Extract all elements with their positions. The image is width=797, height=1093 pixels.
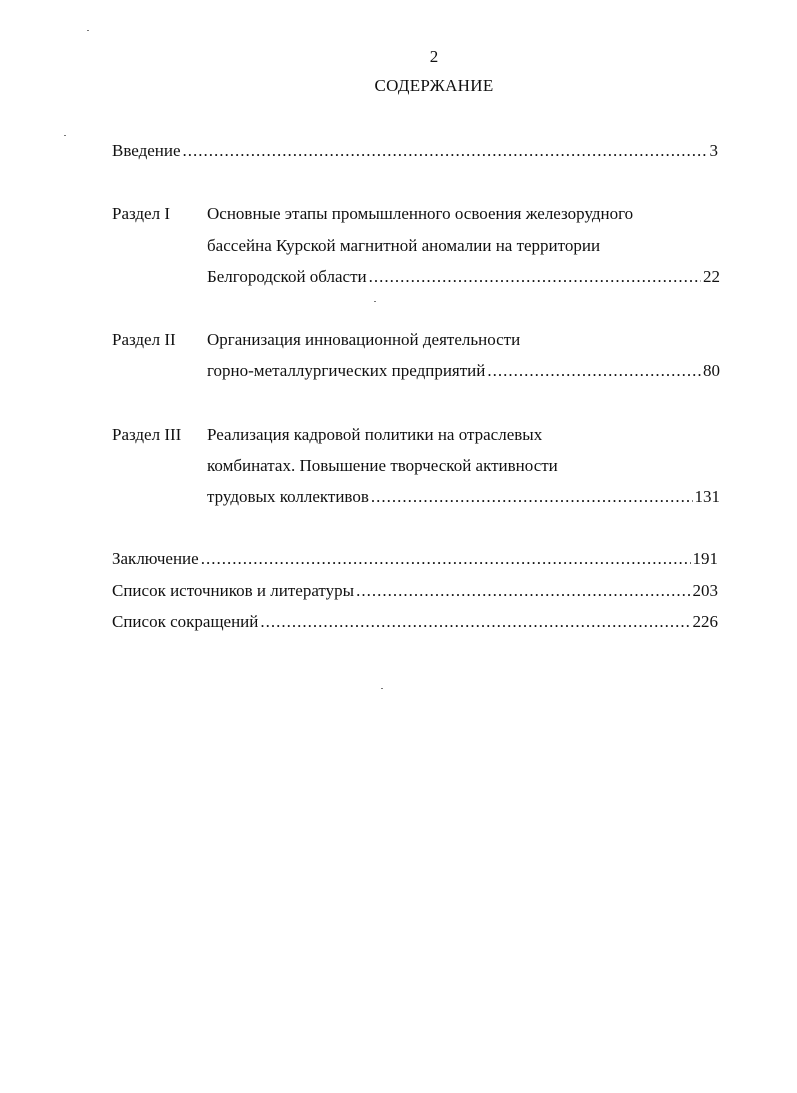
- dot-leader: [369, 267, 701, 287]
- section-title-line: Организация инновационной деятельности: [207, 330, 521, 349]
- section-label: Раздел III: [112, 425, 182, 444]
- scan-speck: [87, 30, 89, 31]
- section-label: Раздел I: [112, 204, 170, 223]
- toc-entry-label: Заключение: [112, 549, 199, 568]
- toc-entry-page: 191: [692, 549, 718, 568]
- toc-entry-label: Список сокращений: [112, 612, 259, 631]
- toc-entry-abbreviations[interactable]: [112, 612, 718, 636]
- page-number: 2: [429, 47, 439, 66]
- toc-entry-page: 203: [692, 581, 718, 600]
- dot-leader: [260, 612, 690, 632]
- toc-entry-conclusion[interactable]: [112, 549, 718, 573]
- section-label: Раздел II: [112, 330, 176, 349]
- section-title-line: Белгородской области: [207, 267, 367, 286]
- dot-leader: [356, 581, 690, 601]
- section-title-line: Реализация кадровой политики на отраслевых: [207, 425, 543, 444]
- scan-speck: [374, 301, 376, 302]
- dot-leader: [371, 487, 693, 507]
- section-title-line: трудовых коллективов: [207, 487, 369, 506]
- toc-entry-intro[interactable]: [112, 141, 718, 165]
- scan-speck: [64, 135, 66, 136]
- toc-entry-label: Введение: [112, 141, 181, 160]
- scan-speck: [381, 688, 383, 689]
- dot-leader: [201, 549, 691, 569]
- section-title-last-line: [207, 267, 720, 287]
- section-title-line: горно-металлургических предприятий: [207, 361, 486, 380]
- toc-entry-page: 3: [709, 141, 718, 160]
- dot-leader: [183, 141, 708, 161]
- section-title-line: комбинатах. Повышение творческой активности: [207, 456, 558, 475]
- section-title-line: Основные этапы промышленного освоения железорудного: [207, 204, 634, 223]
- section-page: 131: [694, 487, 720, 506]
- section-page: 80: [703, 361, 720, 380]
- toc-entry-label: Список источников и литературы: [112, 581, 355, 600]
- section-page: 22: [703, 267, 720, 286]
- section-title-line: бассейна Курской магнитной аномалии на территории: [207, 236, 601, 255]
- dot-leader: [487, 361, 701, 381]
- section-title-last-line: [207, 487, 720, 507]
- toc-entry-sources[interactable]: [112, 581, 718, 605]
- page-title: СОДЕРЖАНИЕ: [374, 76, 494, 95]
- toc-entry-page: 226: [692, 612, 718, 631]
- section-title-last-line: [207, 361, 720, 381]
